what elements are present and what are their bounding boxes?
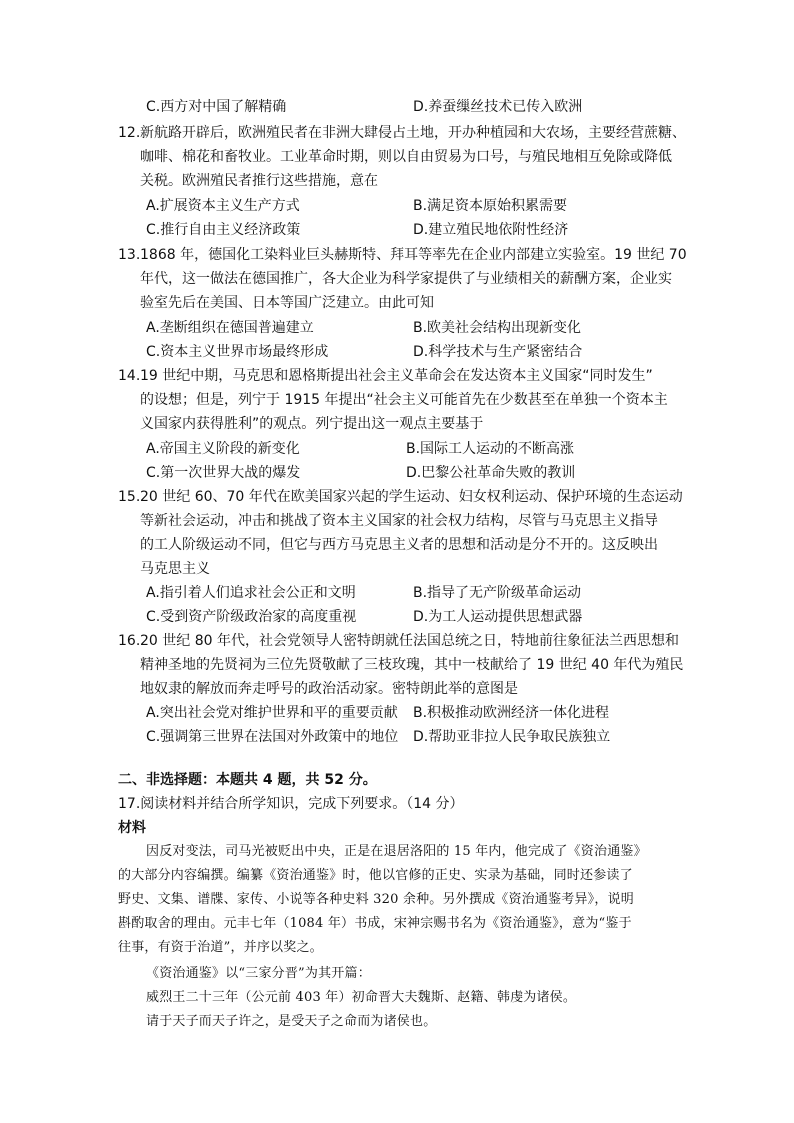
material-quote-line-2: 请于天子而天子许之，是受天子之命而为诸侯也。 [146, 1014, 437, 1029]
q12-option-c[interactable]: C.推行自由主义经济政策 [146, 222, 301, 238]
q15-option-c[interactable]: C.受到资产阶级政治家的高度重视 [146, 609, 357, 625]
q13-option-a[interactable]: A.垄断组织在德国普遍建立 [146, 320, 314, 336]
material-quote-line-1: 威烈王二十三年（公元前 403 年）初命晋大夫魏斯、赵籍、韩虔为诸侯。 [146, 990, 577, 1005]
q12-option-b[interactable]: B.满足资本原始积累需要 [413, 198, 568, 214]
q13-stem-line-3: 验室先后在美国、日本等国广泛建立。由此可知 [140, 295, 434, 311]
q13-option-b[interactable]: B.欧美社会结构出现新变化 [413, 320, 582, 336]
q13-option-c[interactable]: C.资本主义世界市场最终形成 [146, 344, 329, 360]
q16-stem-line-1: 20 世纪 80 年代，社会党领导人密特朗就任法国总统之日，特地前往象征法兰西思想和 [140, 633, 679, 649]
q17-prompt: 17.阅读材料并结合所学知识，完成下列要求。（14 分） [118, 796, 464, 812]
material-paragraph-line-4: 斟酌取舍的理由。元丰七年（1084 年）书成，宋神宗赐书名为《资治通鉴》，意为“鉴于 [118, 916, 632, 931]
material-paragraph-line-3: 野史、文集、谱牒、家传、小说等各种史料 320 余种。另外撰成《资治通鉴考异》，说明 [118, 892, 634, 907]
q12-option-d[interactable]: D.建立殖民地依附性经济 [413, 222, 569, 238]
q11-option-c[interactable]: C.西方对中国了解精确 [146, 99, 287, 115]
q15-number: 15. [118, 489, 141, 505]
q14-option-a[interactable]: A.帝国主义阶段的新变化 [146, 441, 300, 457]
q14-number: 14. [118, 368, 141, 384]
q16-stem-line-2: 精神圣地的先贤祠为三位先贤敬献了三枝玫瑰，其中一枝献给了 19 世纪 40 年代为殖民 [140, 657, 684, 673]
material-paragraph-line-5: 往事，有资于治道”，并序以奖之。 [118, 940, 323, 955]
q15-option-d[interactable]: D.为工人运动提供思想武器 [413, 609, 583, 625]
q15-option-b[interactable]: B.指导了无产阶级革命运动 [413, 585, 582, 601]
q16-stem-line-3: 地奴隶的解放而奔走呼号的政治活动家。密特朗此举的意图是 [140, 681, 518, 697]
q15-stem-line-3: 的工人阶级运动不同，但它与西方马克思主义者的思想和活动是分不开的。这反映出 [140, 537, 658, 553]
q11-option-d[interactable]: D.养蚕缫丝技术已传入欧洲 [413, 99, 583, 115]
q14-stem-line-3: 义国家内获得胜利”的观点。列宁提出这一观点主要基于 [140, 416, 484, 432]
q16-option-d[interactable]: D.帮助亚非拉人民争取民族独立 [413, 729, 611, 745]
q15-option-a[interactable]: A.指引着人们追求社会公正和文明 [146, 585, 356, 601]
q12-stem-line-3: 关税。欧洲殖民者推行这些措施，意在 [140, 173, 378, 189]
q12-stem-line-1: 新航路开辟后，欧洲殖民者在非洲大肆侵占土地，开办种植园和大农场，主要经营蔗糖、 [140, 125, 686, 141]
q16-option-c[interactable]: C.强调第三世界在法国对外政策中的地位 [146, 729, 399, 745]
q13-number: 13. [118, 247, 141, 263]
material-label: 材料 [118, 820, 146, 836]
section-2-heading: 二、非选择题：本题共 4 题，共 52 分。 [118, 772, 377, 788]
q12-stem-line-2: 咖啡、棉花和畜牧业。工业革命时期，则以自由贸易为口号，与殖民地相互免除或降低 [140, 149, 672, 165]
q16-number: 16. [118, 633, 141, 649]
material-paragraph-line-1: 因反对变法，司马光被贬出中央，正是在退居洛阳的 15 年内，他完成了《资治通鉴》 [146, 844, 647, 859]
q14-option-c[interactable]: C.第一次世界大战的爆发 [146, 465, 301, 481]
q12-number: 12. [118, 125, 141, 141]
q15-stem-line-4: 马克思主义 [140, 561, 210, 577]
q13-stem-line-1: 1868 年，德国化工染料业巨头赫斯特、拜耳等率先在企业内部建立实验室。19 世纪 70 [140, 247, 687, 263]
material-paragraph-line-2: 的大部分内容编撰。编纂《资治通鉴》时，他以官修的正史、实录为基础，同时还参读了 [118, 868, 633, 883]
q14-stem-line-2: 的设想；但是，列宁于 1915 年提出“社会主义可能首先在少数甚至在单独一个资本主 [140, 392, 668, 408]
q14-option-d[interactable]: D.巴黎公社革命失败的教训 [406, 465, 576, 481]
q15-stem-line-2: 等新社会运动，冲击和挑战了资本主义国家的社会权力结构，尽管与马克思主义指导 [140, 513, 658, 529]
q15-stem-line-1: 20 世纪 60、70 年代在欧美国家兴起的学生运动、妇女权利运动、保护环境的生态运动 [140, 489, 683, 505]
q12-option-a[interactable]: A.扩展资本主义生产方式 [146, 198, 300, 214]
q13-option-d[interactable]: D.科学技术与生产紧密结合 [413, 344, 583, 360]
q13-stem-line-2: 年代，这一做法在德国推广，各大企业为科学家提供了与业绩相关的薪酬方案，企业实 [140, 271, 672, 287]
q16-option-a[interactable]: A.突出社会党对维护世界和平的重要贡献 [146, 705, 398, 721]
q16-option-b[interactable]: B.积极推动欧洲经济一体化进程 [413, 705, 610, 721]
q14-stem-line-1: 19 世纪中期，马克思和恩格斯提出社会主义革命会在发达资本主义国家“同时发生” [140, 368, 653, 384]
material-quote-intro: 《资治通鉴》以“三家分晋”为其开篇： [146, 966, 371, 981]
q14-option-b[interactable]: B.国际工人运动的不断高涨 [406, 441, 575, 457]
